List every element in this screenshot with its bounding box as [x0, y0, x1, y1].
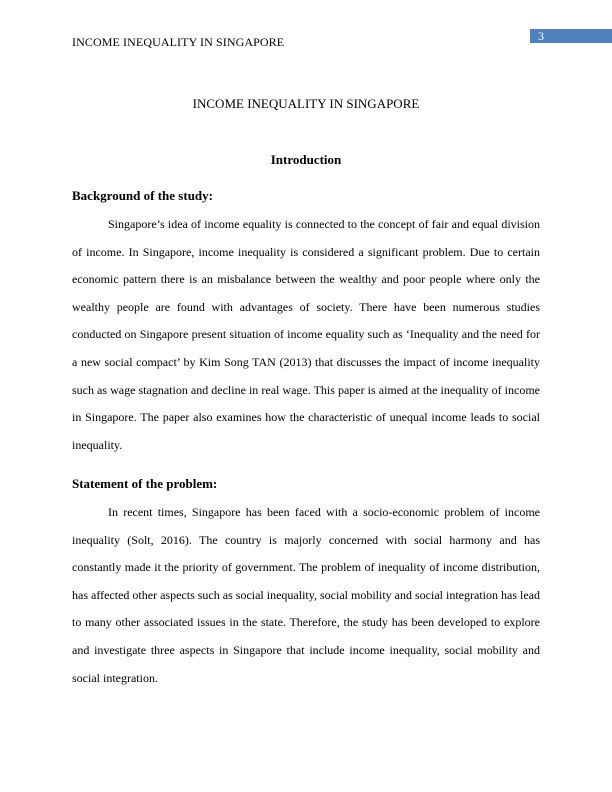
section-heading-introduction: Introduction	[270, 152, 342, 167]
subheading-background: Background of the study:	[72, 188, 213, 203]
page-number: 3	[538, 29, 544, 43]
paragraph-background: Singapore’s idea of income equality is connected to the concept of fair and equal division of income. In Singapore, income inequality is considered a significant problem. Due to certain economic pattern there is an misbalance between the wealthy and poor people where only the wealthy people are found with advantages of society. There have been numerous studies conducted on Singapore present situation of income equality such as ‘Inequality and the need for a new social compact’ by Kim Song TAN (2013) that discusses the impact of income inequality such as wage stagnation and decline in real wage. This paper is aimed at the inequality of income in Singapore. The paper also examines how the characteristic of unequal income leads to social inequality.	[72, 217, 540, 452]
page-number-tab	[530, 29, 612, 43]
subheading-problem: Statement of the problem:	[72, 476, 218, 491]
paragraph-problem: In recent times, Singapore has been faced with a socio-economic problem of income inequality (Solt, 2016). The country is majorly concerned with social harmony and has constantly made it the priority of government. The problem of inequality of income distribution, has affected other aspects such as social inequality, social mobility and social integration has lead to many other associated issues in the state. Therefore, the study has been developed to explore and investigate three aspects in Singapore that include income inequality, social mobility and social integration.	[72, 505, 540, 685]
document-title: INCOME INEQUALITY IN SINGAPORE	[192, 96, 420, 111]
running-head: INCOME INEQUALITY IN SINGAPORE	[72, 35, 285, 49]
